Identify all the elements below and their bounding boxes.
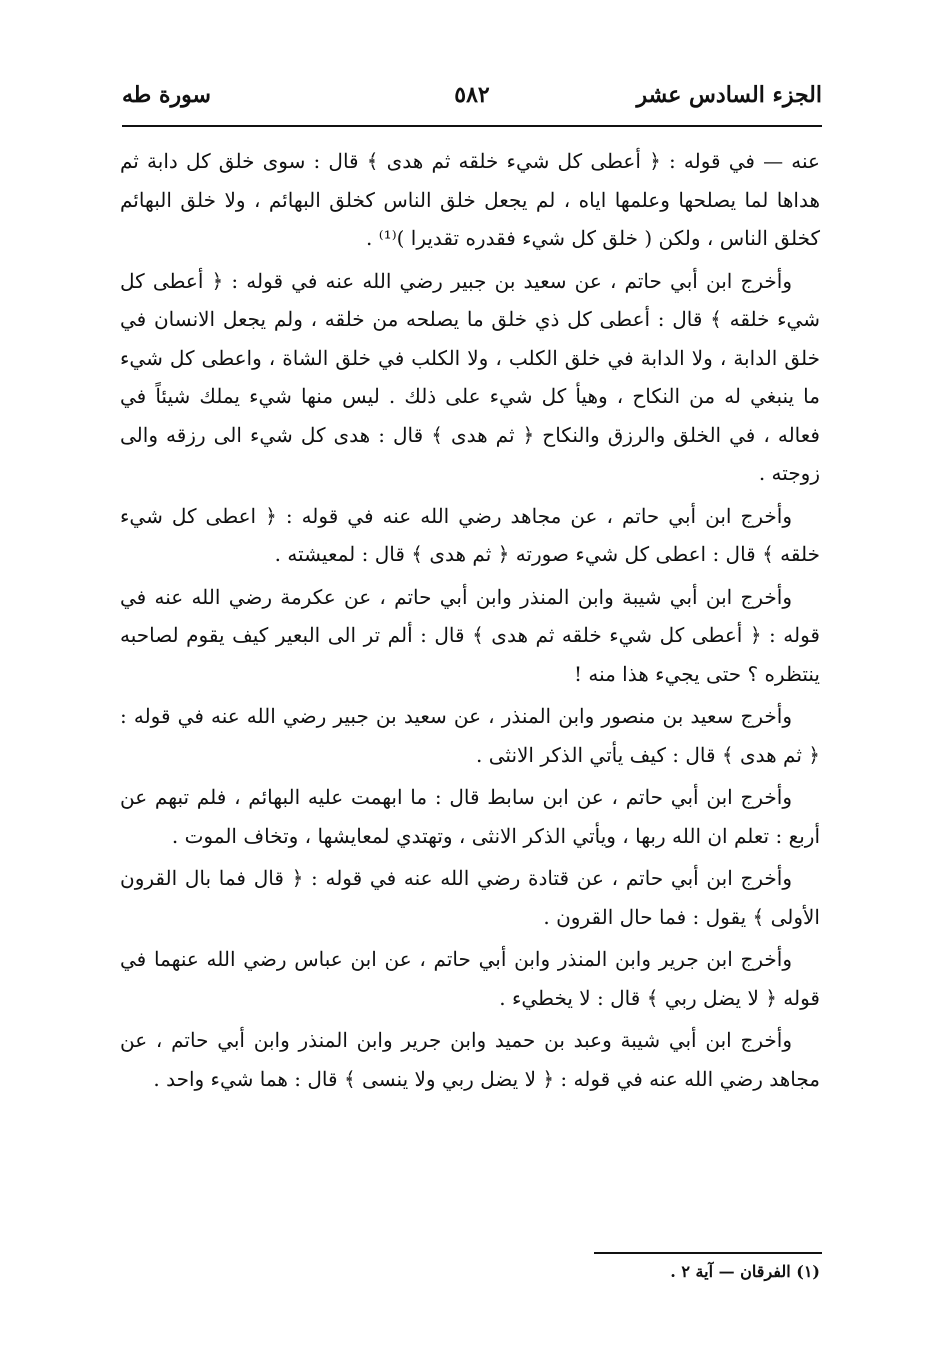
main-text xyxy=(120,142,820,1102)
footnote-divider xyxy=(594,1252,822,1254)
paragraph: وأخرج ابن جرير وابن المنذر وابن أبي حاتم ، عن ابن عباس رضي الله عنهما في قوله ﴿ لا يضل ربي ﴾ قال : لا يخطيء . xyxy=(120,947,820,1010)
part-label: الجزء السادس عشر xyxy=(636,82,822,108)
surah-label: سورة طه xyxy=(122,82,211,108)
paragraph: عنه — في قوله : ﴿ أعطى كل شيء خلقه ثم هدى ﴾ قال : سوى خلق كل دابة ثم هداها لما يصلحها وعلمها اياه ، لم يجعل خلق الناس كخلق البهائم ، ولا خلق البهائم كخلق الناس ، ولكن ( خلق كل شيء فقدره تقديرا )⁽¹⁾ . xyxy=(120,149,820,250)
paragraph: وأخرج ابن أبي حاتم ، عن مجاهد رضي الله عنه في قوله : ﴿ اعطى كل شيء خلقه ﴾ قال : اعطى كل شيء صورته ﴿ ثم هدى ﴾ قال : لمعيشته . xyxy=(120,503,820,566)
header-divider xyxy=(122,125,822,127)
paragraph: وأخرج ابن أبي حاتم ، عن سعيد بن جبير رضي الله عنه في قوله : ﴿ أعطى كل شيء خلقه ﴾ قال : أعطى كل ذي خلق ما يصلحه من خلقه ، ولم يجعل الانسان في خلق الدابة ، ولا الدابة في خلق الكلب ، ولا الكلب في خلق الشاة ، واعطى كل شيء ما ينبغي له من النكاح ، وهيأ كل شيء على ذلك . ليس منها شيء يملك شيئاً في فعاله ، في الخلق والرزق والنكاح ﴿ ثم هدى ﴾ قال : هدى كل شيء الى رزقه والى زوجته . xyxy=(120,268,820,485)
paragraph: وأخرج ابن أبي شيبة وابن المنذر وابن أبي حاتم ، عن عكرمة رضي الله عنه في قوله : ﴿ أعطى كل شيء خلقه ثم هدى ﴾ قال : ألم تر الى البعير كيف يقوم لصاحبه ينتظره ؟ حتى يجيء هذا منه ! xyxy=(120,584,820,686)
paragraph: وأخرج سعيد بن منصور وابن المنذر ، عن سعيد بن جبير رضي الله عنه في قوله : ﴿ ثم هدى ﴾ قال : كيف يأتي الذكر الانثى . xyxy=(120,704,820,767)
paragraph: وأخرج ابن أبي حاتم ، عن ابن سابط قال : ما ابهمت عليه البهائم ، فلم تبهم عن أربع : تعلم ان الله ربها ، ويأتي الذكر الانثى ، وتهتدي لمعايشها ، وتخاف الموت . xyxy=(120,785,820,848)
footnote: (١) الفرقان — آية ٢ . xyxy=(670,1262,820,1281)
paragraph: وأخرج ابن أبي حاتم ، عن قتادة رضي الله عنه في قوله : ﴿ قال فما بال القرون الأولى ﴾ يقول : فما حال القرون . xyxy=(120,866,820,929)
page-number: ٥٨٢ xyxy=(454,82,490,108)
paragraph: وأخرج ابن أبي شيبة وعبد بن حميد وابن جرير وابن المنذر وابن أبي حاتم ، عن مجاهد رضي الله عنه في قوله : ﴿ لا يضل ربي ولا ينسى ﴾ قال : هما شيء واحد . xyxy=(120,1028,820,1091)
page-header xyxy=(122,82,822,122)
